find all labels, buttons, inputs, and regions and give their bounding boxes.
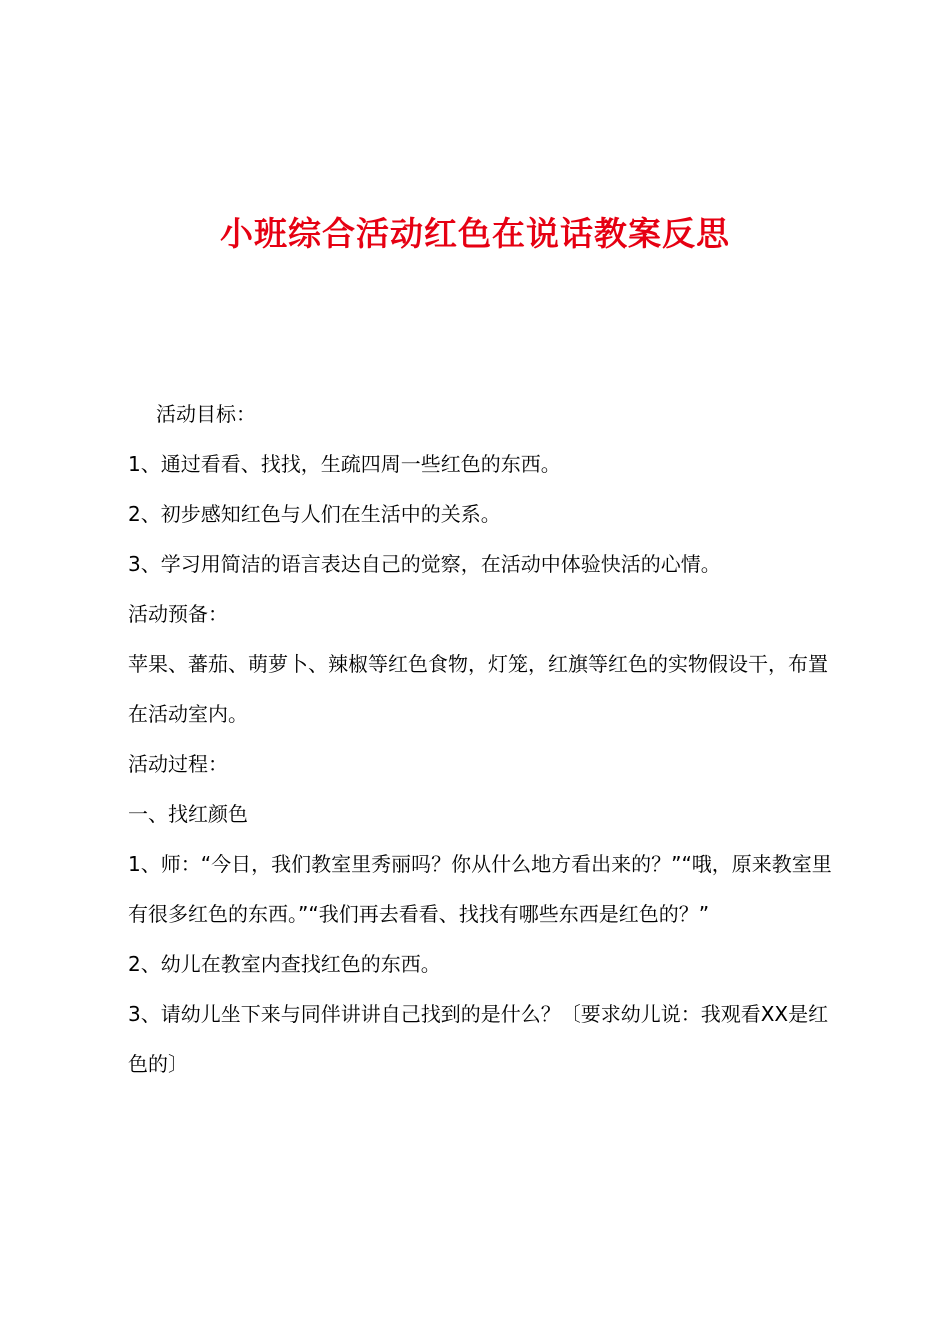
goal-item-2: 2、初步感知红色与人们在生活中的关系。: [128, 502, 501, 526]
preparation-text: 苹果、蕃茄、萌萝卜、辣椒等红色食物，灯笼，红旗等红色的实物假设干，布置在活动室内。: [128, 652, 828, 726]
document-title: 小班综合活动红色在说话教案反思: [220, 214, 730, 253]
section-heading-goals: 活动目标：: [156, 402, 256, 426]
process-step-heading: 一、找红颜色: [128, 802, 248, 826]
goal-item-1: 1、通过看看、找找，生疏四周一些红色的东西。: [128, 452, 561, 476]
process-item-3: 3、请幼儿坐下来与同伴讲讲自己找到的是什么？〔要求幼儿说：我观看XX是红色的〕: [128, 1002, 829, 1076]
process-item-1: 1、师：“今日，我们教室里秀丽吗？你从什么地方看出来的？”“哦，原来教室里有很多红色的东西。”“我们再去看看、找找有哪些东西是红色的？”: [128, 852, 832, 926]
section-heading-preparation: 活动预备：: [128, 602, 228, 626]
process-item-2: 2、幼儿在教室内查找红色的东西。: [128, 952, 441, 976]
section-heading-process: 活动过程：: [128, 752, 228, 776]
goal-item-3: 3、学习用简洁的语言表达自己的觉察，在活动中体验快活的心情。: [128, 552, 721, 576]
document-body: [128, 389, 834, 1089]
